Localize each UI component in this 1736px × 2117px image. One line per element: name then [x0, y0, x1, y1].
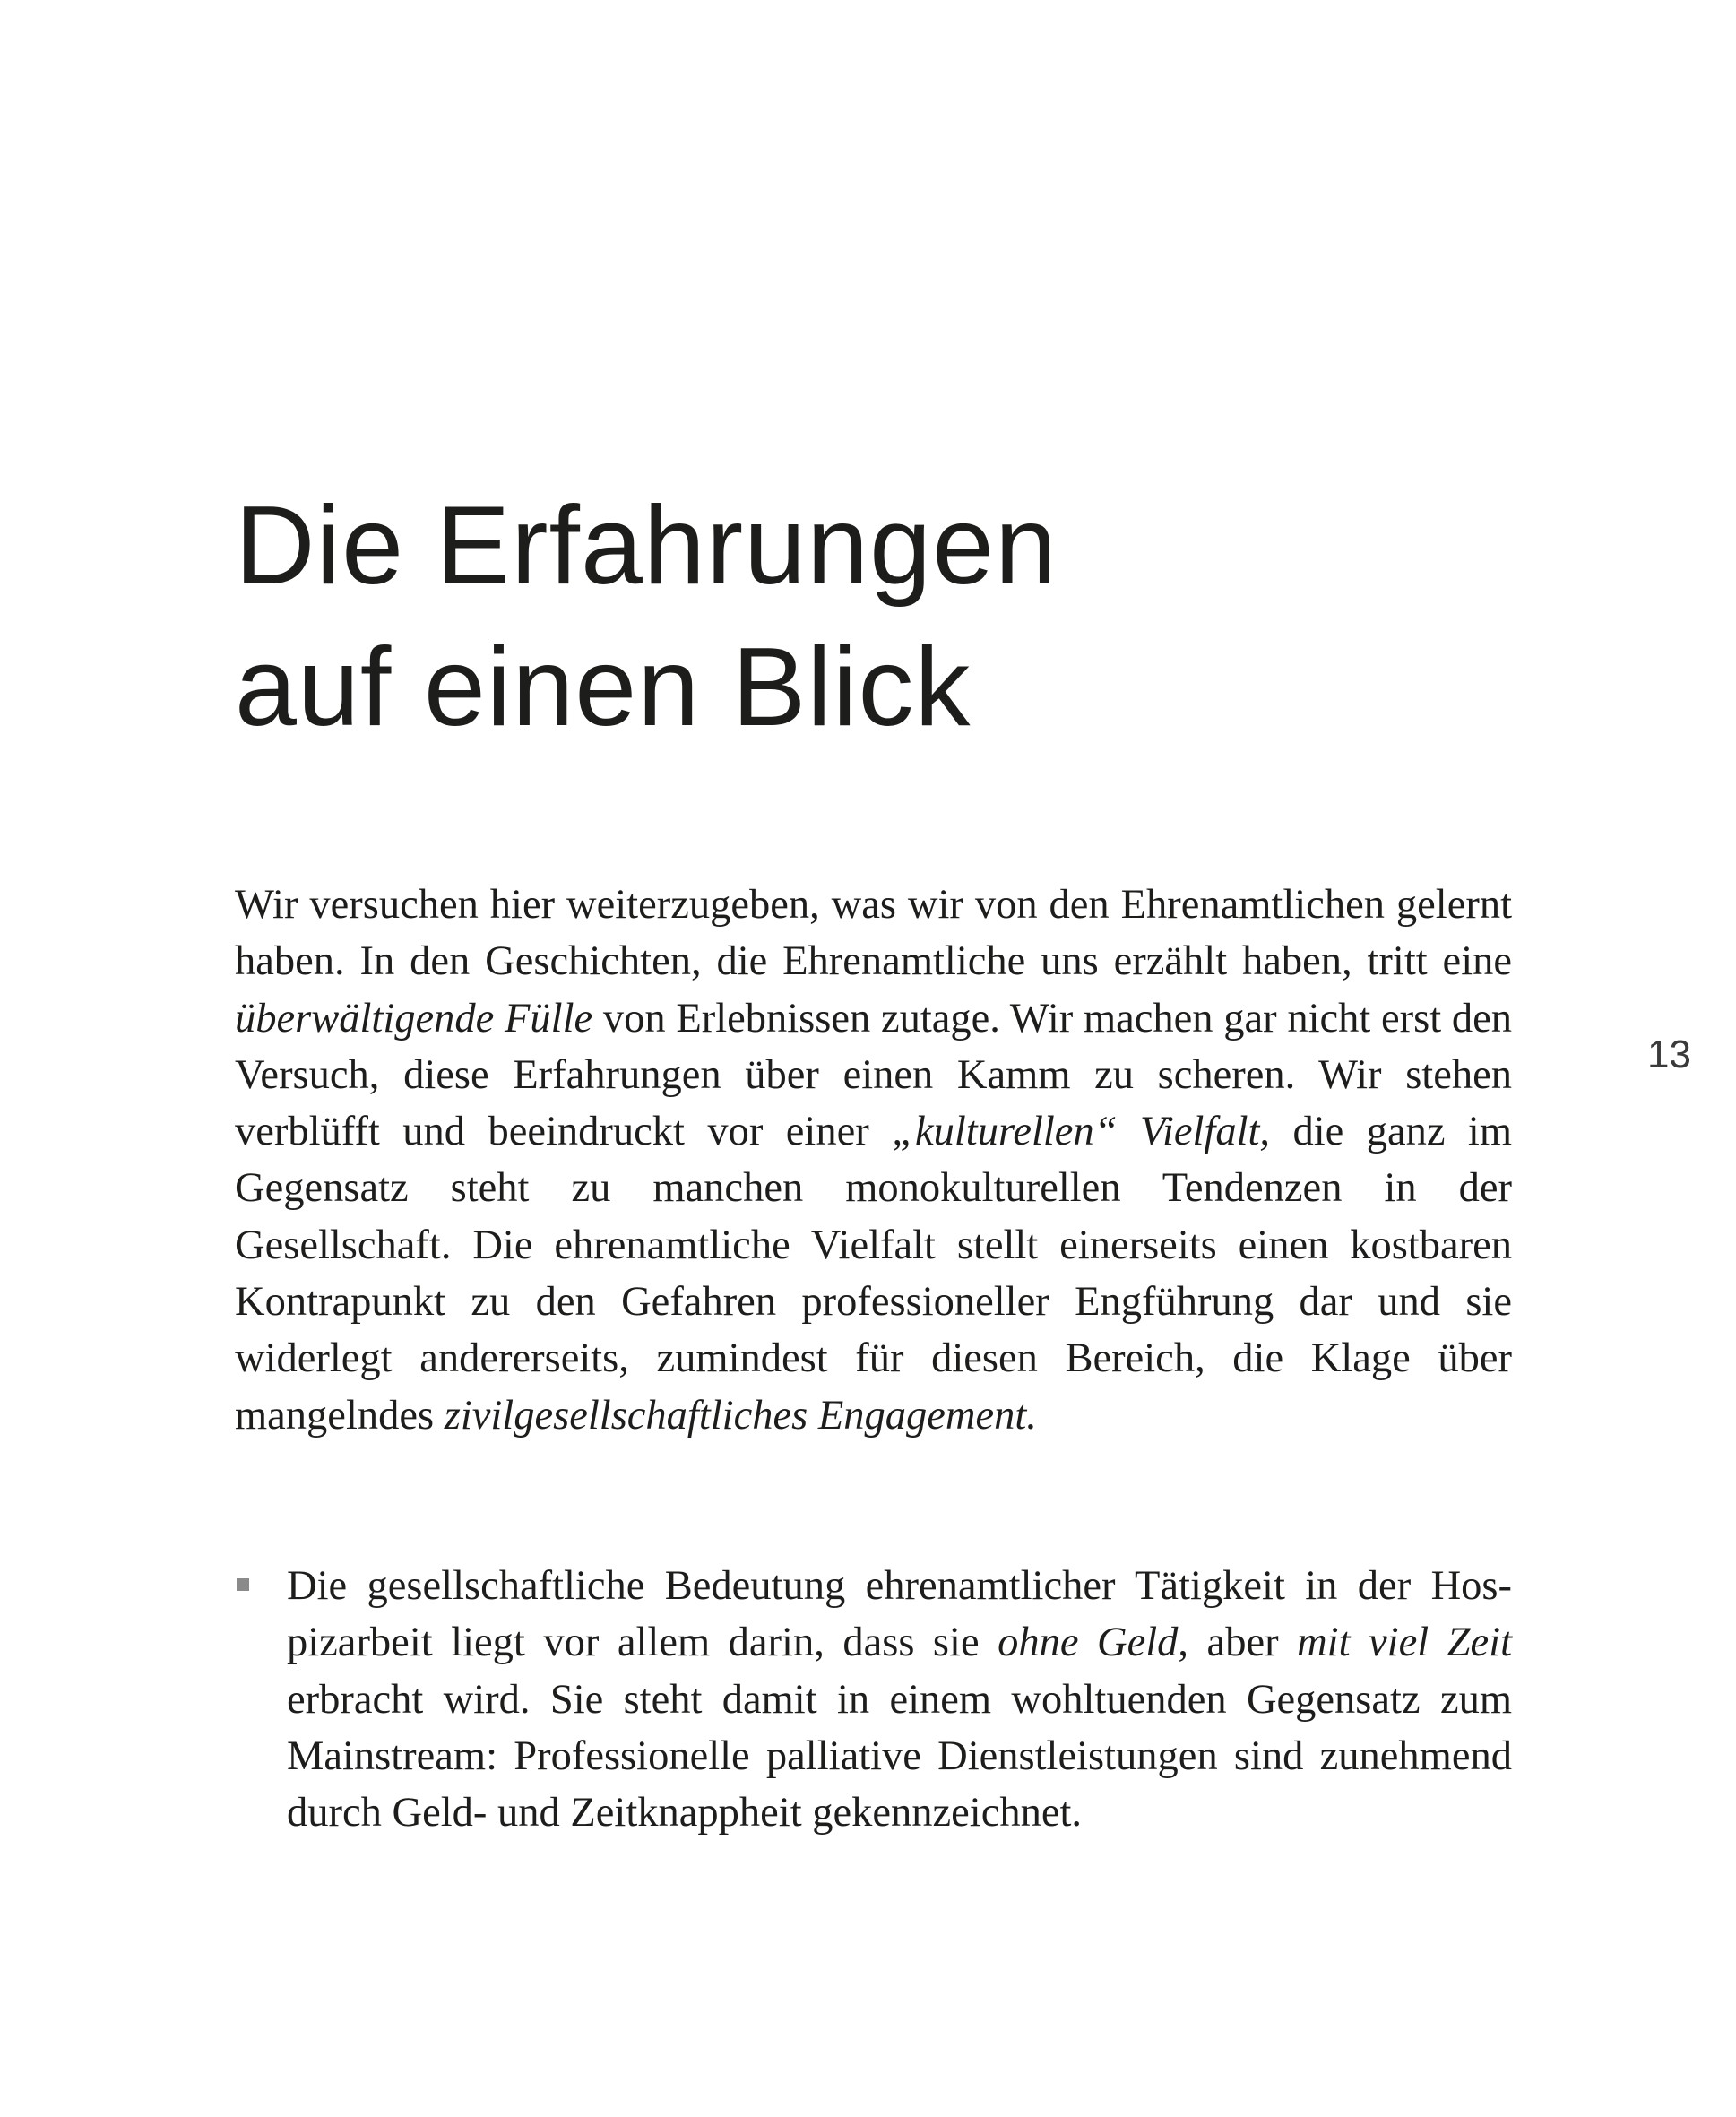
page-number: 13: [1647, 1033, 1691, 1076]
page-title: [235, 475, 1490, 758]
emphasis-text: zivilgesellschaftliches Engagement.: [444, 1392, 1037, 1439]
title-line-2: auf einen Blick: [235, 626, 972, 749]
bullet-list: [235, 1558, 1512, 1841]
emphasis-text: ohne Geld: [998, 1620, 1179, 1666]
square-bullet-icon: [237, 1578, 249, 1591]
emphasis-text: „kulturellen“ Vielfalt,: [892, 1109, 1271, 1155]
list-item: [235, 1558, 1512, 1841]
bullet-text: Die gesellschaftliche Bedeutung ehrenamtlicher Tätigkeit in der Hospizarbeit liegt vor allem darin, dass sie: [287, 1563, 1512, 1666]
bullet-text: , aber: [1178, 1620, 1298, 1666]
paragraph-text: Wir versuchen hier weiterzugeben, was wir von den Ehrenamtlichen gelernt haben. In den Geschichten, die Ehrenamtliche uns erzählt haben, tritt eine: [235, 882, 1512, 985]
paragraph-text: von Erlebnissen zutage. Wir machen gar nicht erst den Versuch, diese Erfahrungen über einen Kamm zu scheren. Wir stehen verblüfft und beeindruckt vor einer: [235, 995, 1513, 1155]
emphasis-text: mit viel Zeit: [1297, 1620, 1513, 1666]
emphasis-text: überwältigende Fülle: [235, 995, 593, 1041]
bullet-text: erbracht wird. Sie steht damit in einem wohltuenden Gegensatz zum Mainstream: Professionelle palliative Dienstleistungen sind zunehmend durch Geld- und Zeitknappheit gekennzeichnet.: [287, 1676, 1512, 1836]
title-line-1: Die Erfahrungen: [235, 484, 1058, 608]
intro-paragraph: [235, 877, 1512, 1444]
paragraph-text: die ganz im Gegensatz steht zu manchen monokulturellen Tendenzen in der Gesellschaft. Die ehrenamtliche Vielfalt stellt einerseits einen kostbaren Kontrapunkt zu den Gefahren professioneller Engführung dar und sie widerlegt andererseits, zumindest für diesen Bereich, die Klage über mangelndes: [235, 1109, 1513, 1439]
